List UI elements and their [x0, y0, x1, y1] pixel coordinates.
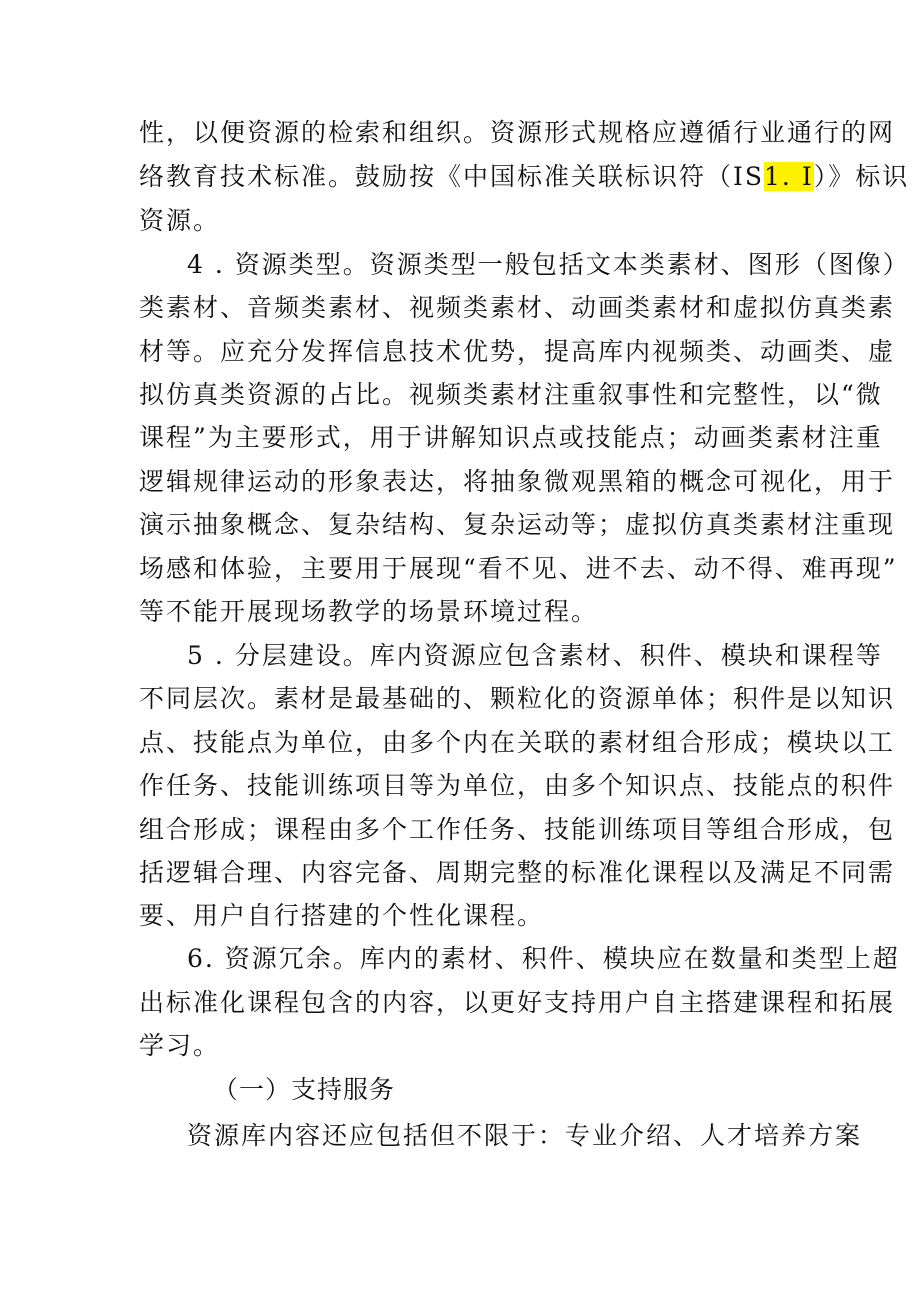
text-line-18: 括逻辑合理、内容完备、周期完整的标准化课程以及满足不同需 [139, 858, 896, 887]
text-line-3: 资源。 [139, 206, 221, 235]
text-line-19: 要、用户自行搭建的个性化课程。 [139, 901, 545, 930]
section-heading: （一）支持服务 [213, 1075, 396, 1104]
text-line-22: 学习。 [139, 1031, 221, 1060]
highlighted-text: 1. I [764, 162, 814, 191]
paragraph-4-start: 4 . 资源类型。资源类型一般包括文本类素材、图形（图像） [187, 250, 910, 279]
paragraph-5-start: 5 . 分层建设。库内资源应包含素材、积件、模块和课程等 [187, 641, 883, 670]
text-line-1: 性，以便资源的检索和组织。资源形式规格应遵循行业通行的网 [139, 118, 896, 147]
text-line-21: 出标准化课程包含的内容，以更好支持用户自主搭建课程和拓展 [139, 988, 896, 1017]
text-line-5: 类素材、音频类素材、视频类素材、动画类素材和虚拟仿真类素 [139, 293, 896, 322]
text-line-11: 场感和体验，主要用于展现“看不见、进不去、动不得、难再现” [139, 554, 898, 583]
text-line-6: 材等。应充分发挥信息技术优势，提高库内视频类、动画类、虚 [139, 337, 896, 366]
paragraph-6-start: 6. 资源冗余。库内的素材、积件、模块应在数量和类型上超 [187, 944, 900, 973]
text-line-7: 拟仿真类资源的占比。视频类素材注重叙事性和完整性，以“微 [139, 380, 883, 409]
text-line-15: 点、技能点为单位，由多个内在关联的素材组合形成；模块以工 [139, 728, 896, 757]
text-line-14: 不同层次。素材是最基础的、颗粒化的资源单体；积件是以知识 [139, 684, 896, 713]
text-line-8: 课程”为主要形式，用于讲解知识点或技能点；动画类素材注重 [139, 423, 883, 452]
text-line-2-end: ）》标识 [813, 162, 910, 191]
paragraph-support-start: 资源库内容还应包括但不限于：专业介绍、人才培养方案 [187, 1121, 863, 1150]
text-line-12: 等不能开展现场教学的场景环境过程。 [139, 597, 599, 626]
text-line-10: 演示抽象概念、复杂结构、复杂运动等；虚拟仿真类素材注重现 [139, 510, 896, 539]
text-line-2 [139, 162, 910, 192]
text-line-2-start: 络教育技术标准。鼓励按《中国标准关联标识符（IS [139, 162, 765, 191]
text-line-9: 逻辑规律运动的形象表达，将抽象微观黑箱的概念可视化，用于 [139, 467, 896, 496]
text-line-17: 组合形成；课程由多个工作任务、技能训练项目等组合形成，包 [139, 815, 896, 844]
text-line-16: 作任务、技能训练项目等为单位，由多个知识点、技能点的积件 [139, 771, 896, 800]
